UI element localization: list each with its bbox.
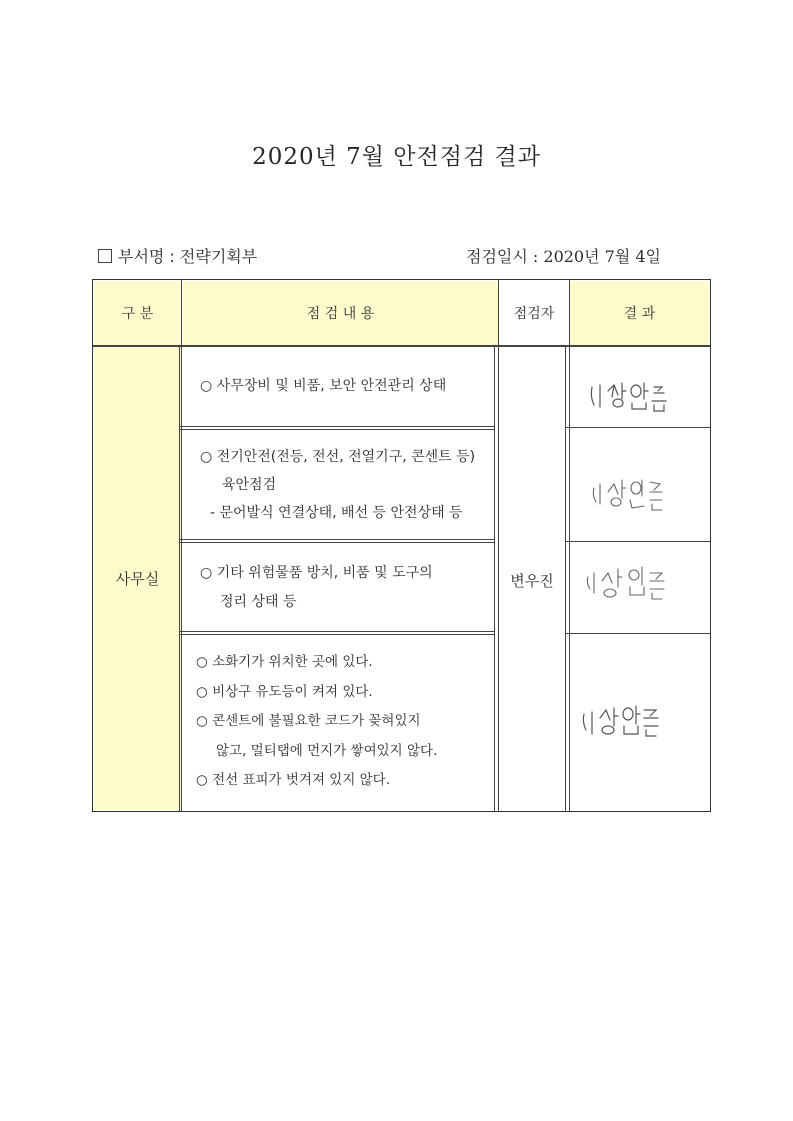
row-divider-content-3 (179, 631, 495, 632)
row-2-line-1: ○ 전기안전(전등, 전선, 전열기구, 콘센트 등) (200, 449, 476, 465)
header-category: 구 분 (121, 306, 154, 322)
header-result: 결 과 (623, 306, 656, 322)
row-4-line-3: ○ 콘센트에 불필요한 코드가 꽂혀있지 (196, 713, 421, 729)
row-divider-content-1b (179, 429, 495, 430)
result-signature-2 (590, 472, 670, 514)
row-3-line-2: 정리 상태 등 (220, 594, 297, 610)
content-row-3 (200, 559, 433, 617)
content-row-4 (196, 648, 437, 796)
header-divider (93, 345, 711, 347)
row-divider-content-3b (179, 634, 495, 635)
content-row-1 (200, 374, 446, 399)
content-row-2 (200, 443, 475, 527)
col-divider-3 (569, 280, 570, 811)
row-3-line-1: ○ 기타 위험물품 방치, 비품 및 도구의 (200, 565, 433, 581)
row-divider-content-1 (179, 426, 495, 427)
col-divider-2b (494, 347, 495, 811)
department-line (98, 244, 257, 267)
row-4-line-4: 않고, 멀티탭에 먼지가 쌓여있지 않다. (216, 742, 438, 759)
row-divider-result-2 (565, 541, 711, 542)
result-signature-3 (584, 563, 670, 603)
row-divider-content-2b (179, 542, 495, 543)
inspector-cell: 변우진 (510, 572, 554, 590)
row-divider-content-2 (179, 539, 495, 540)
row-1-line-1: ○ 사무장비 및 비품, 보안 안전관리 상태 (200, 378, 447, 394)
row-2-line-2: 육안점검 (222, 477, 277, 493)
row-2-line-3: - 문어발식 연결상태, 배선 등 안전상태 등 (210, 505, 463, 521)
page-title: 2020년 7월 안전점검 결과 (252, 144, 541, 170)
header-content: 점 검 내 용 (306, 306, 375, 322)
row-4-line-2: ○ 비상구 유도등이 켜져 있다. (196, 683, 373, 700)
row-divider-result-1 (565, 427, 711, 428)
col-divider-3b (565, 347, 566, 811)
category-cell: 사무실 (115, 570, 160, 588)
col-divider-1 (181, 280, 182, 811)
inspection-date: 점검일시 : 2020년 7월 4일 (466, 247, 662, 266)
row-4-line-1: ○ 소화기가 위치한 곳에 있다. (196, 654, 373, 670)
department-label: 부서명 : 전략기획부 (118, 247, 258, 266)
row-4-line-5: ○ 전선 표피가 벗겨져 있지 않다. (196, 772, 391, 788)
result-signature-1 (588, 377, 678, 415)
col-divider-2 (498, 280, 499, 811)
checkbox-icon (98, 249, 112, 263)
row-divider-result-3 (565, 633, 711, 634)
header-inspector: 점검자 (513, 306, 555, 322)
result-signature-4 (580, 702, 668, 742)
